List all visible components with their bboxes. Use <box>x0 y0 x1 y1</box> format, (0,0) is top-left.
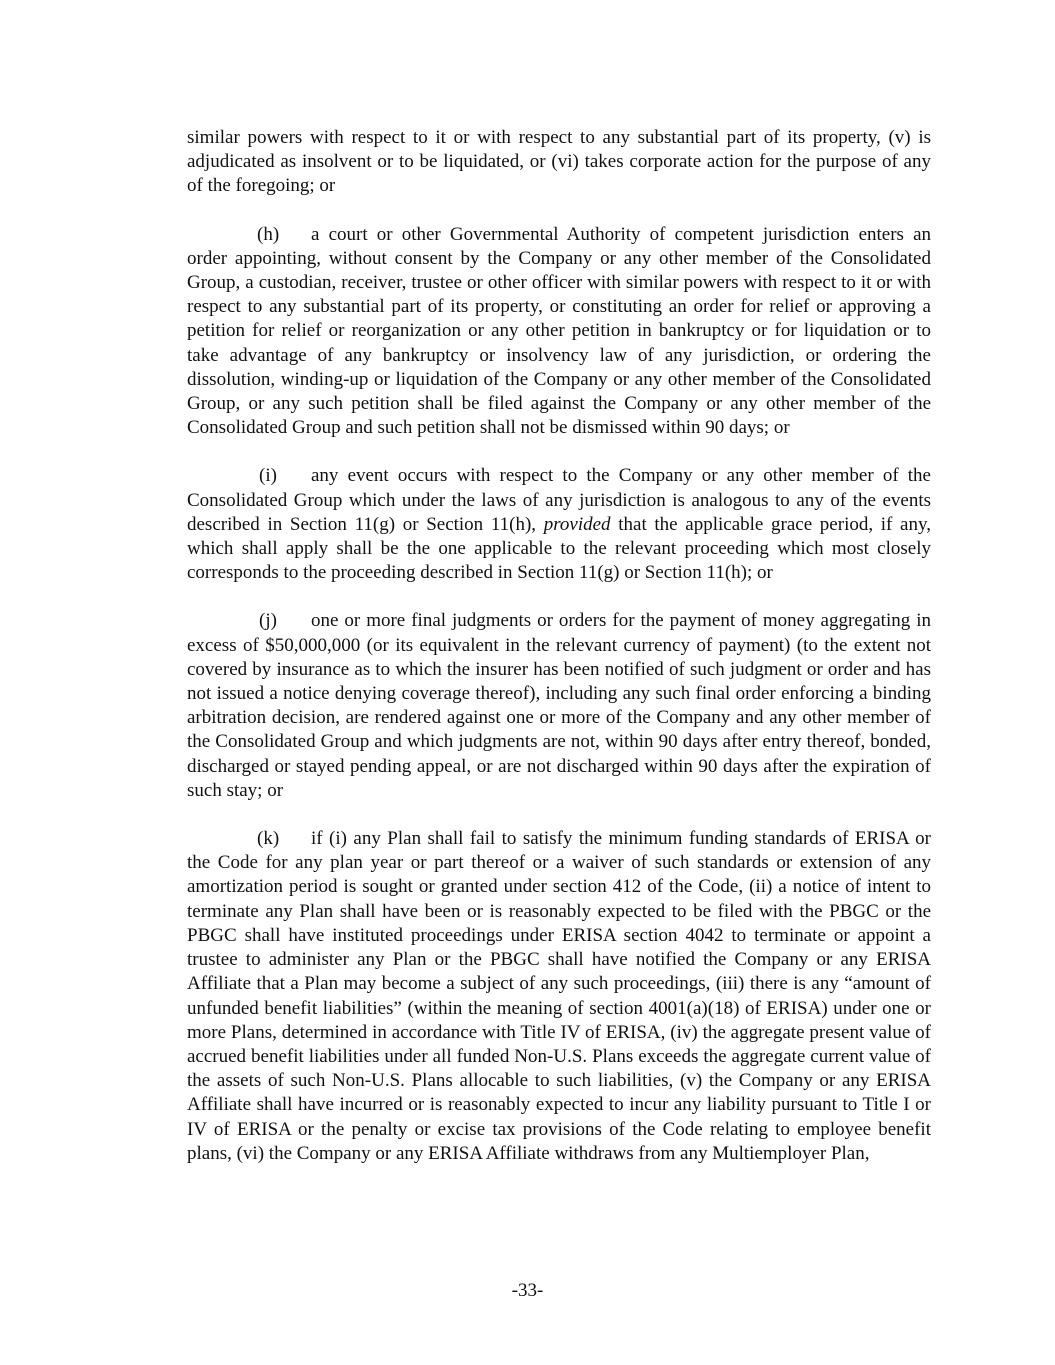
document-page <box>187 126 931 1190</box>
section-k-paragraph <box>187 827 931 1166</box>
page-number: -33- <box>511 1280 544 1301</box>
continuation-paragraph: similar powers with respect to it or with respect to any substantial part of its property, (v) is adjudicated as insolvent or to be liquidated, or (vi) takes corporate action for the purpose of any of the foregoing; or <box>187 127 931 197</box>
section-i-emphasis: provided <box>543 513 611 535</box>
section-k-label: (k) <box>257 828 280 850</box>
section-i-label: (i) <box>259 465 277 487</box>
section-i-paragraph <box>187 464 931 585</box>
section-j-label: (j) <box>259 610 277 632</box>
section-h-label: (h) <box>257 223 280 245</box>
section-i-text-before: any event occurs with respect to the Company or any other member of the Consolidated Group which under the laws of any jurisdiction is analogous to any of the events described in Section 11(g) or Section 11(h), <box>187 465 931 535</box>
section-h-text: a court or other Governmental Authority of competent jurisdiction enters an order appointing, without consent by the Company or any other member of the Consolidated Group, a custodian, receiver, trustee or other officer with similar powers with respect to it or with respect to any substantial part of its property, or constituting an order for relief or approving a petition for relief or reorganization or any other petition in bankruptcy or for liquidation or to take advantage of any bankruptcy or insolvency law of any jurisdiction, or ordering the dissolution, winding-up or liquidation of the Company or any other member of the Consolidated Group, or any such petition shall be filed against the Company or any other member of the Consolidated Group and such petition shall not be dismissed within 90 days; or <box>187 223 931 439</box>
section-j-text: one or more final judgments or orders for the payment of money aggregating in excess of $50,000,000 (or its equivalent in the relevant currency of payment) (to the extent not covered by insurance as to which the insurer has been notified of such judgment or order and has not issued a notice denying coverage thereof), including any such final order enforcing a binding arbitration decision, are rendered against one or more of the Company and any other member of the Consolidated Group and which judgments are not, within 90 days after entry thereof, bonded, discharged or stayed pending appeal, or are not discharged within 90 days after the expiration of such stay; or <box>187 610 931 801</box>
section-h-paragraph <box>187 223 931 441</box>
section-j-paragraph <box>187 609 931 803</box>
section-i-text-after: that the applicable grace period, if any, which shall apply shall be the one applicable to the relevant proceeding which most closely corresponds to the proceeding described in Section 11(g) or Section 11(h); or <box>187 513 931 584</box>
section-k-text: if (i) any Plan shall fail to satisfy the minimum funding standards of ERISA or the Code for any plan year or part thereof or a waiver of such standards or extension of any amortization period is sought or granted under section 412 of the Code, (ii) a notice of intent to terminate any Plan shall have been or is reasonably expected to be filed with the PBGC or the PBGC shall have instituted proceedings under ERISA section 4042 to terminate or appoint a trustee to administer any Plan or the PBGC shall have notified the Company or any ERISA Affiliate that a Plan may become a subject of any such proceedings, (iii) there is any “amount of unfunded benefit liabilities” (within the meaning of section 4001(a)(18) of ERISA) under one or more Plans, determined in accordance with Title IV of ERISA, (iv) the aggregate present value of accrued benefit liabilities under all funded Non-U.S. Plans exceeds the aggregate current value of the assets of such Non-U.S. Plans allocable to such liabilities, (v) the Company or any ERISA Affiliate shall have incurred or is reasonably expected to incur any liability pursuant to Title I or IV of ERISA or the penalty or excise tax provisions of the Code relating to employee benefit plans, (vi) the Company or any ERISA Affiliate withdraws from any Multiemployer Plan, <box>187 828 931 1164</box>
